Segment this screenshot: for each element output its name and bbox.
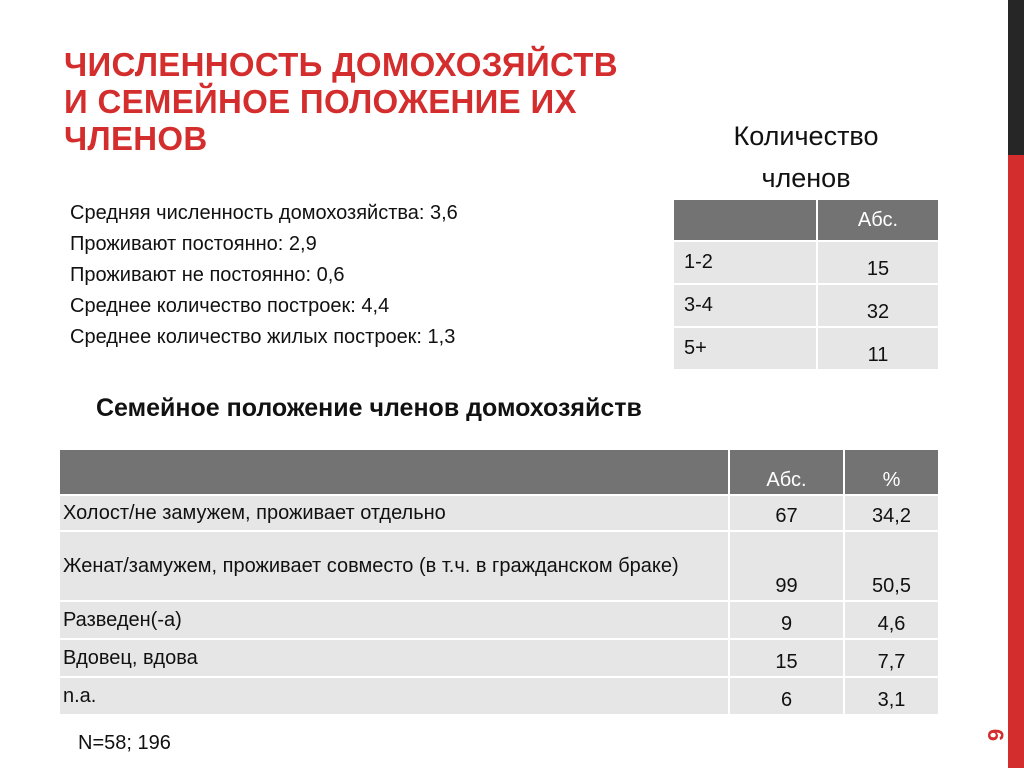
table-row <box>59 601 939 639</box>
slide-title-line-2: И СЕМЕЙНОЕ ПОЛОЖЕНИЕ ИХ <box>64 83 577 120</box>
row-label: n.a. <box>59 677 729 715</box>
table-header-cell <box>673 199 817 241</box>
row-abs-value: 15 <box>817 241 939 284</box>
row-label: Женат/замужем, проживает совместо (в т.ч. в гражданском браке) <box>59 531 729 601</box>
table-row <box>673 327 939 370</box>
member-count-heading <box>672 115 940 199</box>
row-abs-value: 15 <box>729 639 844 677</box>
stat-line: Средняя численность домохозяйства: 3,6 <box>70 202 458 224</box>
row-percent-value: 34,2 <box>844 495 939 531</box>
row-abs-value: 32 <box>817 284 939 327</box>
stat-line: Проживают не постоянно: 0,6 <box>70 264 345 286</box>
table-header-percent: % <box>844 449 939 495</box>
table-header-row <box>673 199 939 241</box>
row-percent-value: 4,6 <box>844 601 939 639</box>
slide-number: 6 <box>983 728 1008 742</box>
row-abs-value: 11 <box>817 327 939 370</box>
marital-status-heading: Семейное положение членов домохозяйств <box>96 394 642 422</box>
row-label: Разведен(-а) <box>59 601 729 639</box>
stat-line: Проживают постоянно: 2,9 <box>70 233 317 255</box>
row-abs-value: 67 <box>729 495 844 531</box>
sample-size-note: N=58; 196 <box>78 732 171 754</box>
slide-title-line-1: ЧИСЛЕННОСТЬ ДОМОХОЗЯЙСТВ <box>64 46 618 83</box>
row-abs-value: 99 <box>729 531 844 601</box>
table-row <box>673 241 939 284</box>
table-row <box>59 639 939 677</box>
stat-line: Среднее количество построек: 4,4 <box>70 295 390 317</box>
table-row <box>59 677 939 715</box>
table-row <box>673 284 939 327</box>
table-header-abs: Абс. <box>729 449 844 495</box>
row-label: 3-4 <box>673 284 817 327</box>
row-label: 5+ <box>673 327 817 370</box>
table-header-cell <box>59 449 729 495</box>
row-abs-value: 9 <box>729 601 844 639</box>
marital-status-table <box>58 448 940 716</box>
member-count-heading-line-1: Количество <box>733 121 879 151</box>
row-percent-value: 3,1 <box>844 677 939 715</box>
side-bar-dark <box>1008 0 1024 155</box>
stat-line: Среднее количество жилых построек: 1,3 <box>70 326 456 348</box>
household-stats <box>70 198 458 353</box>
row-label: Холост/не замужем, проживает отдельно <box>59 495 729 531</box>
member-count-table <box>672 198 940 371</box>
slide-title-line-3: ЧЛЕНОВ <box>64 120 208 157</box>
row-abs-value: 6 <box>729 677 844 715</box>
table-header-abs: Абс. <box>817 199 939 241</box>
slide-title <box>64 46 704 157</box>
table-header-row <box>59 449 939 495</box>
side-bar-accent <box>1008 155 1024 768</box>
table-row <box>59 495 939 531</box>
row-label: Вдовец, вдова <box>59 639 729 677</box>
row-percent-value: 50,5 <box>844 531 939 601</box>
member-count-heading-line-2: членов <box>761 163 851 193</box>
row-label: 1-2 <box>673 241 817 284</box>
table-row <box>59 531 939 601</box>
row-percent-value: 7,7 <box>844 639 939 677</box>
